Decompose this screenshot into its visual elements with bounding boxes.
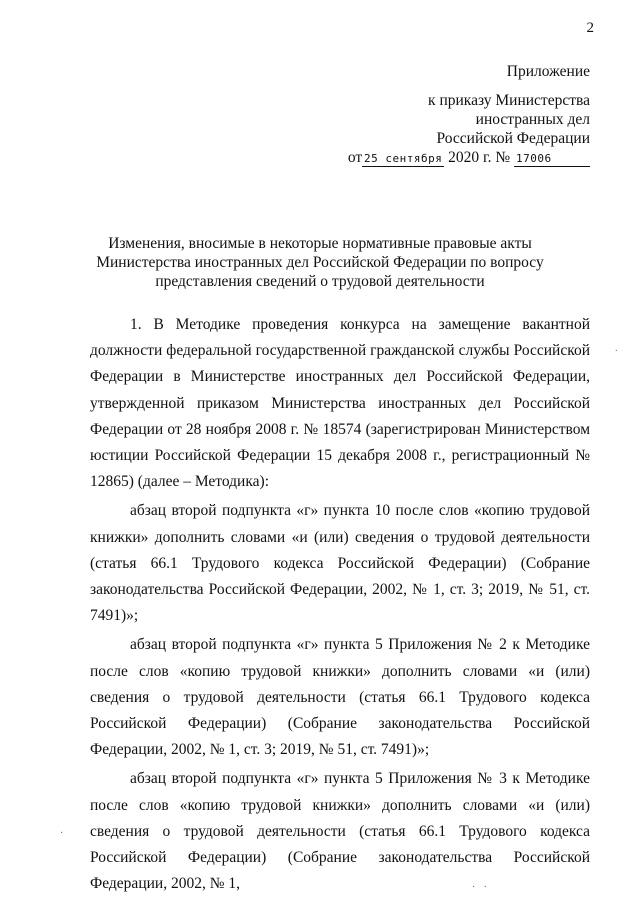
document-heading: [80, 234, 560, 291]
paragraph-4: абзац второй подпункта «г» пункта 5 Приложения № 3 к Методике после слов «копию трудовой книжки» дополнить словами «и (или) сведения о трудовой деятельности (статья 66.1 Трудового кодекса Российской Федерации) (Собрание законодательства Российской Федерации, 2002, № 1,: [90, 770, 590, 893]
scan-speck: · ·: [471, 882, 490, 893]
heading-line-2: Министерства иностранных дел Российской Федерации по вопросу: [96, 254, 544, 271]
handwritten-order-number: 17006: [514, 152, 590, 167]
document-body: [90, 312, 590, 897]
appendix-title: Приложение: [506, 63, 590, 80]
paragraph-3: абзац второй подпункта «г» пункта 5 Приложения № 2 к Методике после слов «копию трудовой книжки» дополнить словами «и (или) сведения о трудовой деятельности (статья 66.1 Трудового кодекса Российской Федерации) (Собрание законодательства Российской Федерации, 2002, № 1, ст. 3; 2019, № 51, ст. 7491)»;: [90, 636, 590, 759]
date-prefix: от: [347, 149, 363, 166]
heading-line-3: представления сведений о трудовой деятельности: [155, 273, 485, 290]
appendix-line-2: иностранных дел: [475, 111, 590, 128]
paragraph-2: абзац второй подпункта «г» пункта 10 после слов «копию трудовой книжки» дополнить словами «и (или) сведения о трудовой деятельности (статья 66.1 Трудового кодекса Российской Федерации) (Собрание законодательства Российской Федерации, 2002, № 1, ст. 3; 2019, № 51, ст. 7491)»;: [90, 502, 590, 625]
handwritten-date: 25 сентября: [364, 152, 443, 165]
appendix-header: [348, 62, 590, 167]
scan-speck: ·: [614, 346, 618, 357]
page-number: 2: [586, 20, 594, 36]
appendix-line-1: к приказу Министерства: [428, 92, 590, 109]
appendix-line-3: Российской Федерации: [436, 130, 590, 147]
year-text: 2020 г. №: [448, 149, 511, 166]
paragraph-1: 1. В Методике проведения конкурса на замещение вакантной должности федеральной государственной гражданской службы Российской Федерации в Министерстве иностранных дел Российской Федерации, утвержденной приказом Министерства иностранных дел Российской Федерации от 28 ноября 2008 г. № 18574 (зарегистрирован Министерством юстиции Российской Федерации 15 декабря 2008 г., регистрационный № 12865) (далее – Методика):: [90, 316, 590, 491]
order-date-line: [348, 148, 590, 167]
heading-line-1: Изменения, вносимые в некоторые нормативные правовые акты: [108, 235, 532, 252]
scan-speck: ·: [60, 828, 64, 839]
